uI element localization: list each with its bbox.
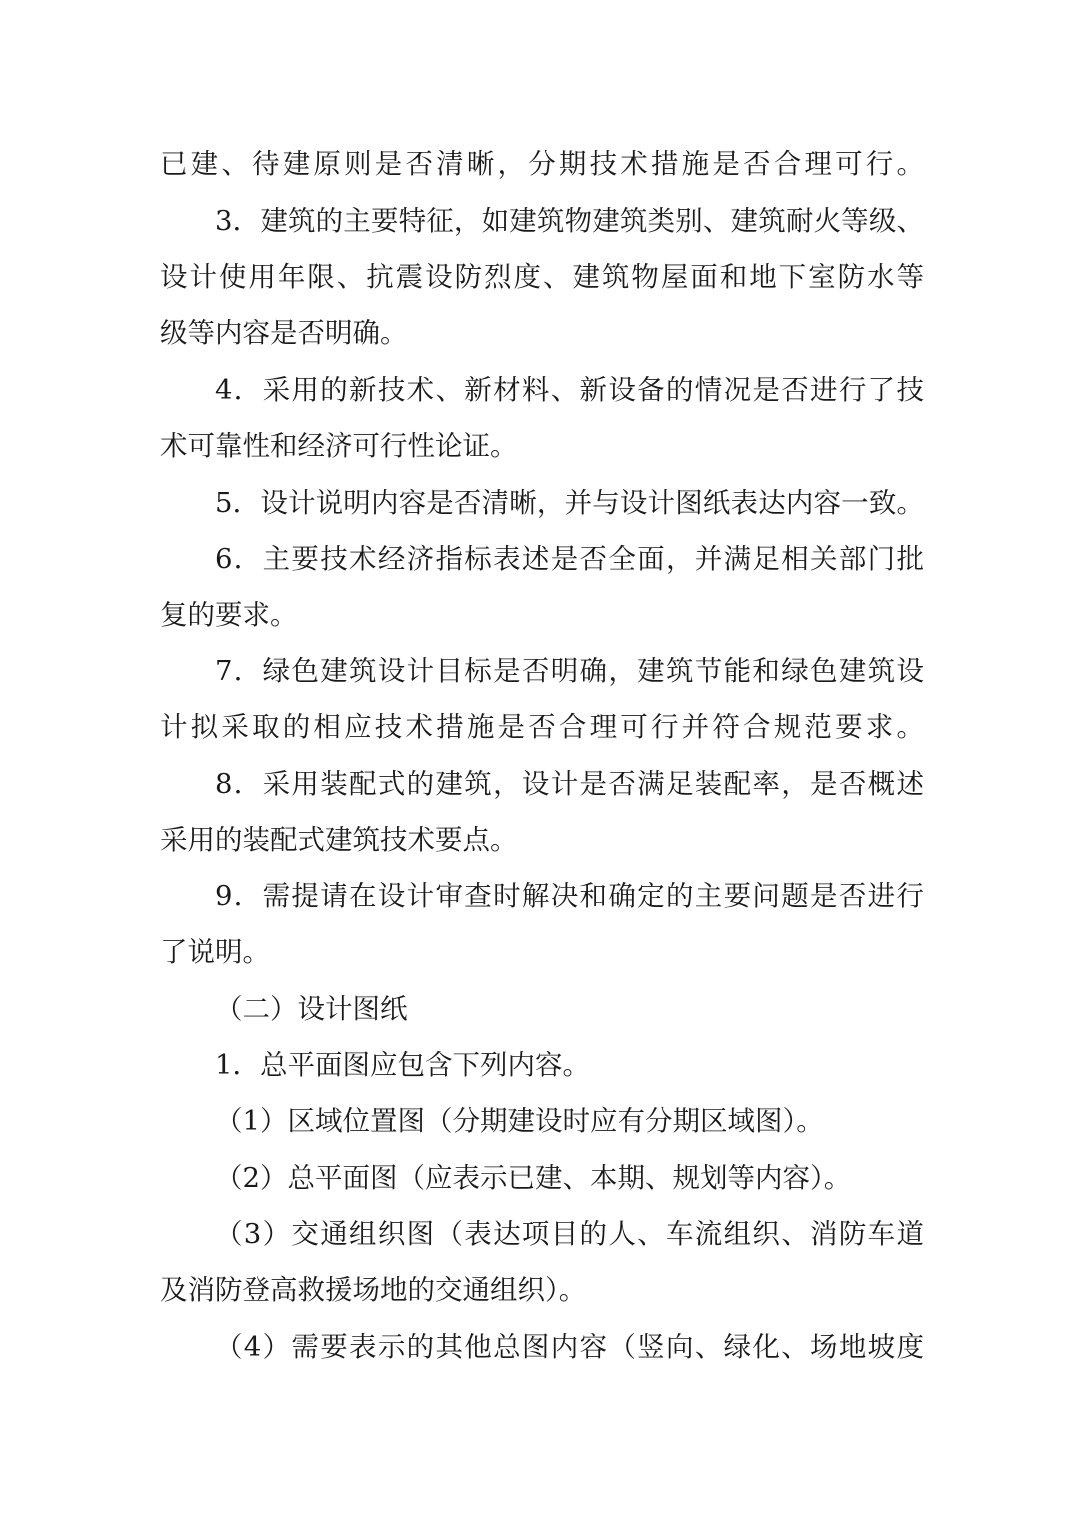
text-line: 计拟采取的相应技术措施是否合理可行并符合规范要求。 xyxy=(160,711,924,743)
text-line: 复的要求。 xyxy=(160,599,298,631)
text-line: （1）区域位置图（分期建设时应有分期区域图）。 xyxy=(215,1105,824,1137)
text-line: 6．主要技术经济指标表述是否全面，并满足相关部门批 xyxy=(215,543,924,575)
text-line: 采用的装配式建筑技术要点。 xyxy=(160,824,518,856)
text-line: （2）总平面图（应表示已建、本期、规划等内容）。 xyxy=(215,1162,852,1194)
text-line: （4）需要表示的其他总图内容（竖向、绿化、场地坡度 xyxy=(215,1331,924,1363)
text-line: 5．设计说明内容是否清晰，并与设计图纸表达内容一致。 xyxy=(215,487,924,519)
text-line: （3）交通组织图（表达项目的人、车流组织、消防车道 xyxy=(215,1218,924,1250)
text-line: 已建、待建原则是否清晰，分期技术措施是否合理可行。 xyxy=(160,148,924,180)
text-line: 设计使用年限、抗震设防烈度、建筑物屋面和地下室防水等 xyxy=(160,261,924,293)
text-line: 术可靠性和经济可行性论证。 xyxy=(160,430,518,462)
text-line: 了说明。 xyxy=(160,936,270,968)
text-line: 9．需提请在设计审查时解决和确定的主要问题是否进行 xyxy=(215,880,924,912)
text-line: 8．采用装配式的建筑，设计是否满足装配率，是否概述 xyxy=(215,768,924,800)
text-line: 3．建筑的主要特征，如建筑物建筑类别、建筑耐火等级、 xyxy=(215,205,924,237)
text-line: 4．采用的新技术、新材料、新设备的情况是否进行了技 xyxy=(215,374,924,406)
text-line: 及消防登高救援场地的交通组织）。 xyxy=(160,1274,587,1306)
text-line: 1．总平面图应包含下列内容。 xyxy=(215,1049,590,1081)
section-heading: （二）设计图纸 xyxy=(215,993,408,1025)
text-line: 级等内容是否明确。 xyxy=(160,317,408,349)
text-line: 7．绿色建筑设计目标是否明确，建筑节能和绿色建筑设 xyxy=(215,655,924,687)
